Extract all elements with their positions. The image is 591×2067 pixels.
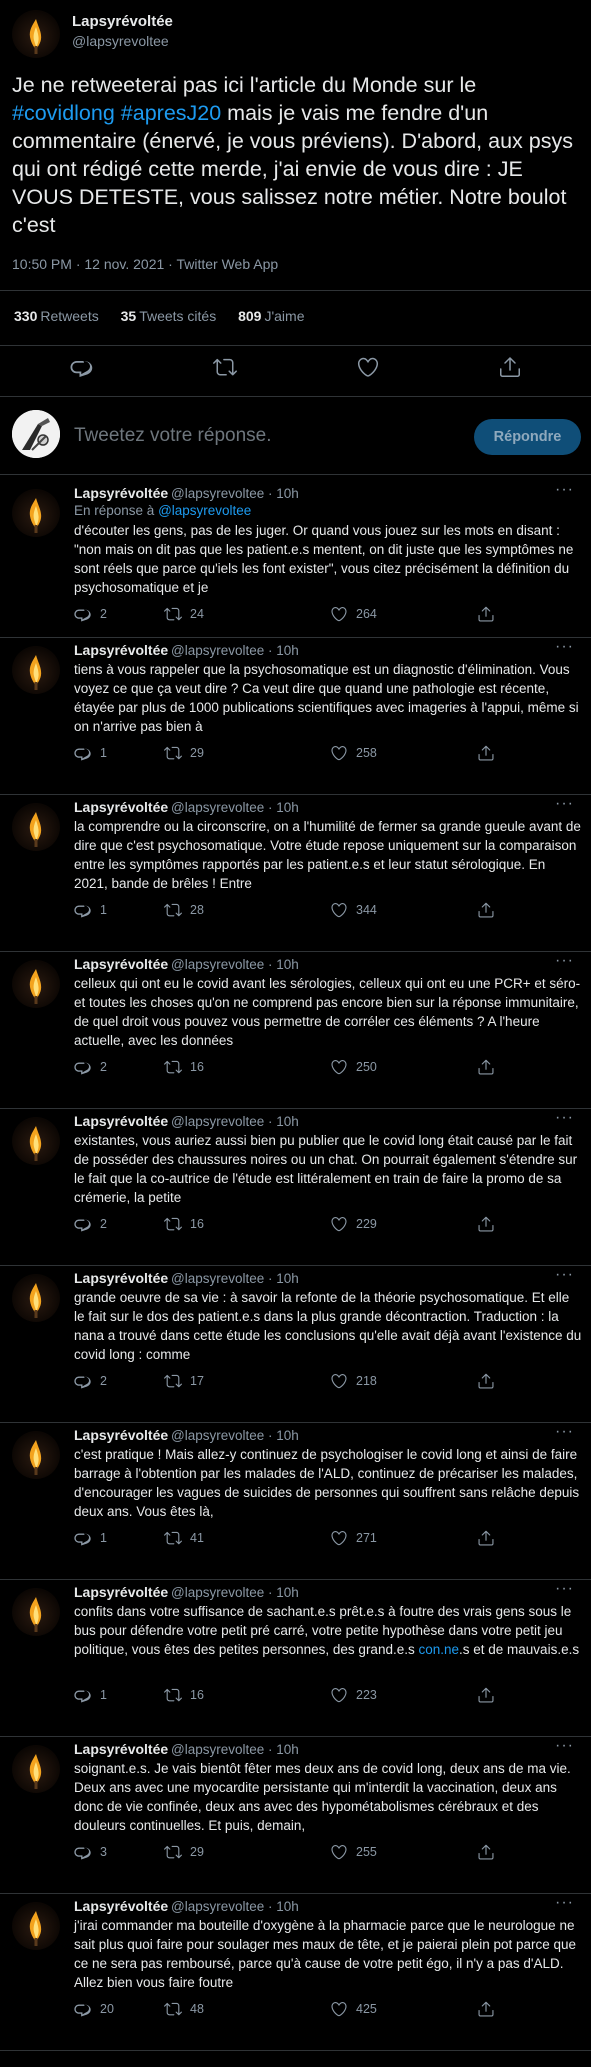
- share-icon: [477, 901, 495, 919]
- reply-action[interactable]: [74, 2000, 114, 2018]
- reply-avatar[interactable]: [12, 960, 60, 1008]
- share-action[interactable]: [477, 744, 503, 762]
- replies-count: 20: [100, 2002, 114, 2016]
- user-avatar[interactable]: [12, 410, 60, 458]
- reply-avatar[interactable]: [12, 1902, 60, 1950]
- reply-text: celleux qui ont eu le covid avant les sérologies, celleux qui ont eu une PCR+ et séro- et toutes les choses qu'on ne comprend pas encore bien sur la réponse immunitaire, de quel droit vous pouvez vous permettre de corréler ces éléments ? A l'heure actuelle, avec les données: [74, 976, 581, 1048]
- likes-count: 271: [356, 1531, 377, 1545]
- retweet-action[interactable]: [164, 2000, 204, 2018]
- reply-actions: [74, 2000, 574, 2020]
- reply-tweet[interactable]: [0, 1109, 591, 1266]
- share-icon: [477, 1529, 495, 1547]
- reply-author-name[interactable]: Lapsyrévoltée: [74, 956, 169, 972]
- reply-text: j'irai commander ma bouteille d'oxygène à la pharmacie parce que le neurologue ne sait plus quoi faire pour soulager mes maux de tête, et je paierai plein pot parce que ce ne sera pas remboursé, parce qu'à cause de votre petit égo, il n'y a pas d'ALD. Allez bien vous faire foutre: [74, 1918, 577, 1990]
- divider: [0, 345, 591, 346]
- reply-action[interactable]: [74, 1372, 107, 1390]
- like-action[interactable]: [330, 1843, 377, 1861]
- like-action[interactable]: [330, 744, 377, 762]
- likes-count: 223: [356, 1688, 377, 1702]
- reply-text: existantes, vous auriez aussi bien pu publier que le covid long était causé par le fait de posséder des chaussures noires ou un chat. On pourrait également s'étendre sur le fait que la co-autrice de l'étude est littéralement en train de faire la promo de sa crémerie, la petite: [74, 1133, 578, 1205]
- retweet-action[interactable]: [164, 1843, 204, 1861]
- likes-count: 218: [356, 1374, 377, 1388]
- reply-author-name[interactable]: Lapsyrévoltée: [74, 1584, 169, 1600]
- retweet-icon: [164, 605, 182, 623]
- replies-count: 2: [100, 1374, 107, 1388]
- retweet-action[interactable]: [164, 1215, 204, 1233]
- reply-actions: [74, 744, 574, 764]
- retweet-icon: [164, 1686, 182, 1704]
- reply-text: c'est pratique ! Mais allez-y continuez de psychologiser le covid long et ainsi de faire barrage à l'obtention par les malades de l'ALD, continuez de précariser les malades, d'encourager les vagues de suicides de personnes qui souffrent sans relâche depuis deux ans. Vous êtes là,: [74, 1447, 580, 1519]
- share-action[interactable]: [477, 1843, 503, 1861]
- like-icon: [330, 1843, 348, 1861]
- share-action[interactable]: [477, 1529, 503, 1547]
- reply-action[interactable]: [74, 744, 107, 762]
- reply-tweet[interactable]: [0, 1423, 591, 1580]
- reply-text: grande oeuvre de sa vie : à savoir la refonte de la théorie psychosomatique. Et elle le fait sur le dos des patient.e.s dans la plus grande décontraction. Traduction : la nana a trouvé dans cette étude les conclusions qu'elle avait déjà avant l'existence du covid long : comme: [74, 1290, 582, 1362]
- divider: [0, 290, 591, 291]
- reply-text-end: .s et de mauvais.e.s: [459, 1642, 580, 1657]
- share-action[interactable]: [477, 605, 503, 623]
- reply-author-handle[interactable]: @lapsyrevoltee · 10h: [171, 486, 299, 501]
- reply-tweet[interactable]: [0, 481, 591, 638]
- retweet-action[interactable]: [164, 744, 204, 762]
- reply-text: tiens à vous rappeler que la psychosomatique est un diagnostic d'élimination. Vous voyez ce que ça veut dire ? Ca veut dire que quand une pathologie est récente, étayée par plus de 1000 publications scientifiques avec imageries à l'appui, même si on n'arrive pas bien à: [74, 662, 579, 734]
- reply-actions: [74, 901, 574, 921]
- retweet-icon: [164, 1215, 182, 1233]
- retweets-count: 24: [190, 607, 204, 621]
- reply-author-handle[interactable]: @lapsyrevoltee · 10h: [171, 1428, 299, 1443]
- main-tweet: [0, 0, 591, 407]
- reply-author-handle[interactable]: @lapsyrevoltee · 10h: [171, 1271, 299, 1286]
- likes-count: 425: [356, 2002, 377, 2016]
- reply-avatar[interactable]: [12, 1431, 60, 1479]
- retweet-icon: [164, 744, 182, 762]
- more-options-icon[interactable]: ···: [555, 1109, 574, 1126]
- reply-actions: [74, 605, 574, 625]
- retweet-icon: [164, 1058, 182, 1076]
- likes-count: 344: [356, 903, 377, 917]
- retweets-count: 41: [190, 1531, 204, 1545]
- reply-author-name[interactable]: Lapsyrévoltée: [74, 799, 169, 815]
- retweets-count: 17: [190, 1374, 204, 1388]
- reply-text: d'écouter les gens, pas de les juger. Or quand vous jouez sur les mots en disant : "non mais on dit pas que les patient.e.s mentent, on dit juste que les symptômes ne sont réels que parce qu'iels les font exister", vous citez précisément la définition du psychosomatique et je: [74, 523, 574, 595]
- share-icon: [477, 605, 495, 623]
- like-icon: [330, 1686, 348, 1704]
- quotes-count: 35: [120, 308, 137, 324]
- reply-author-handle[interactable]: @lapsyrevoltee · 10h: [171, 957, 299, 972]
- retweet-icon[interactable]: [213, 355, 237, 379]
- flame-avatar-icon: [12, 960, 60, 1008]
- reply-tweet[interactable]: [0, 795, 591, 952]
- reply-author-name[interactable]: Lapsyrévoltée: [74, 1113, 169, 1129]
- tweet-text-end: mais je vais me fendre d'un commentaire (énervé, je vous préviens). D'abord, aux psys qui ont rédigé cette merde, j'ai envie de vous dire : JE VOUS DETESTE, vous salissez notre métier. Notre boulot c'est: [12, 101, 573, 237]
- tweet-text-start: Je ne retweeterai pas ici l'article du Monde sur le: [12, 73, 477, 97]
- reply-action[interactable]: [74, 1215, 107, 1233]
- reply-actions: [74, 1058, 574, 1078]
- retweets-count: 16: [190, 1688, 204, 1702]
- flame-avatar-icon: [12, 1431, 60, 1479]
- reply-avatar[interactable]: [12, 1745, 60, 1793]
- reply-avatar[interactable]: [12, 1117, 60, 1165]
- like-action[interactable]: [330, 605, 377, 623]
- flame-avatar-icon: [12, 1745, 60, 1793]
- share-action[interactable]: [477, 901, 503, 919]
- retweets-count: 16: [190, 1060, 204, 1074]
- replies-count: 2: [100, 1060, 107, 1074]
- reply-avatar[interactable]: [12, 489, 60, 537]
- reply-action[interactable]: [74, 1843, 107, 1861]
- tweet-stats: [14, 308, 323, 324]
- reply-author-name[interactable]: Lapsyrévoltée: [74, 1270, 169, 1286]
- like-action[interactable]: [330, 1529, 377, 1547]
- in-reply-to: [74, 503, 251, 518]
- retweets-count: 29: [190, 746, 204, 760]
- flame-avatar-icon: [12, 1902, 60, 1950]
- reply-action[interactable]: [74, 901, 107, 919]
- more-options-icon[interactable]: ···: [555, 638, 574, 655]
- reply-submit-button[interactable]: Répondre: [474, 419, 581, 455]
- in-reply-handle[interactable]: @lapsyrevoltee: [158, 503, 252, 518]
- retweet-action[interactable]: [164, 1529, 204, 1547]
- share-icon: [477, 1843, 495, 1861]
- share-icon: [477, 2000, 495, 2018]
- share-action[interactable]: [477, 1372, 503, 1390]
- likes-stat[interactable]: [238, 308, 304, 324]
- replies-count: 3: [100, 1845, 107, 1859]
- like-icon: [330, 744, 348, 762]
- retweets-count: 16: [190, 1217, 204, 1231]
- more-options-icon[interactable]: ···: [555, 795, 574, 812]
- retweet-action[interactable]: [164, 901, 204, 919]
- replies-count: 2: [100, 607, 107, 621]
- more-options-icon[interactable]: ···: [555, 952, 574, 969]
- reply-icon[interactable]: [70, 355, 94, 379]
- reply-tweet[interactable]: [0, 1580, 591, 1737]
- more-options-icon[interactable]: ···: [555, 481, 574, 498]
- replies-count: 2: [100, 1217, 107, 1231]
- retweet-action[interactable]: [164, 1686, 204, 1704]
- reply-author-handle[interactable]: @lapsyrevoltee · 10h: [171, 1585, 299, 1600]
- retweets-count: 29: [190, 1845, 204, 1859]
- reply-actions: [74, 1215, 574, 1235]
- share-action[interactable]: [477, 1215, 503, 1233]
- flame-avatar-icon: [12, 646, 60, 694]
- share-action[interactable]: [477, 1058, 503, 1076]
- share-icon: [477, 744, 495, 762]
- replies-count: 1: [100, 903, 107, 917]
- reply-action[interactable]: [74, 1529, 107, 1547]
- like-action[interactable]: [330, 1686, 377, 1704]
- in-reply-prefix: En réponse à: [74, 503, 159, 518]
- likes-count: 809: [238, 308, 262, 324]
- retweets-count: 330: [14, 308, 38, 324]
- reply-author-name[interactable]: Lapsyrévoltée: [74, 485, 169, 501]
- reply-actions: [74, 1529, 574, 1549]
- share-icon[interactable]: [498, 355, 522, 379]
- more-options-icon[interactable]: ···: [555, 1737, 574, 1754]
- retweet-action[interactable]: [164, 1372, 204, 1390]
- like-icon: [330, 1372, 348, 1390]
- quotes-label: Tweets cités: [139, 308, 217, 324]
- reply-icon: [74, 1529, 92, 1547]
- reply-author-name[interactable]: Lapsyrévoltée: [74, 1427, 169, 1443]
- more-options-icon[interactable]: ···: [555, 1580, 574, 1597]
- retweet-icon: [164, 1843, 182, 1861]
- retweet-icon: [164, 901, 182, 919]
- reply-action[interactable]: [74, 1686, 107, 1704]
- more-options-icon[interactable]: ···: [555, 1894, 574, 1911]
- retweet-action[interactable]: [164, 1058, 204, 1076]
- like-icon: [330, 1529, 348, 1547]
- more-options-icon[interactable]: ···: [555, 1266, 574, 1283]
- like-icon: [330, 901, 348, 919]
- reply-icon: [74, 901, 92, 919]
- reply-actions: [74, 1686, 574, 1706]
- reply-icon: [74, 1372, 92, 1390]
- like-action[interactable]: [330, 1058, 377, 1076]
- tweet-timestamp-source[interactable]: 10:50 PM · 12 nov. 2021 · Twitter Web App: [12, 256, 279, 272]
- reply-author-handle[interactable]: @lapsyrevoltee · 10h: [171, 1899, 299, 1914]
- reply-text: la comprendre ou la circonscrire, on a l'humilité de fermer sa grande gueule avant de dire que c'est psychosomatique. Votre étude repose uniquement sur la comparaison entre les symptômes rapportés par les patient.e.s et leur statut sérologique. En 2021, bande de brêles ! Entre: [74, 819, 581, 891]
- replies-count: 1: [100, 1531, 107, 1545]
- like-action[interactable]: [330, 1215, 377, 1233]
- reply-tweet[interactable]: [0, 1737, 591, 1894]
- reply-icon: [74, 744, 92, 762]
- share-action[interactable]: [477, 1686, 503, 1704]
- reply-tweet[interactable]: [0, 1266, 591, 1423]
- retweets-count: 28: [190, 903, 204, 917]
- retweet-action[interactable]: [164, 605, 204, 623]
- reply-text: [74, 1602, 582, 1659]
- reply-icon: [74, 1843, 92, 1861]
- author-avatar[interactable]: [12, 10, 60, 58]
- likes-label: J'aime: [264, 308, 305, 324]
- replies-count: 1: [100, 746, 107, 760]
- reply-icon: [74, 2000, 92, 2018]
- quotes-stat[interactable]: [121, 308, 217, 324]
- reply-icon: [74, 1686, 92, 1704]
- likes-count: 258: [356, 746, 377, 760]
- reply-actions: [74, 1843, 574, 1863]
- reply-author-name[interactable]: Lapsyrévoltée: [74, 642, 169, 658]
- flame-avatar-icon: [12, 803, 60, 851]
- reply-author-handle[interactable]: @lapsyrevoltee · 10h: [171, 1114, 299, 1129]
- flame-avatar-icon: [12, 1117, 60, 1165]
- reply-avatar[interactable]: [12, 1588, 60, 1636]
- reply-action[interactable]: [74, 605, 107, 623]
- likes-count: 255: [356, 1845, 377, 1859]
- like-icon: [330, 605, 348, 623]
- retweets-label: Retweets: [40, 308, 99, 324]
- like-icon: [330, 1215, 348, 1233]
- reply-avatar[interactable]: [12, 646, 60, 694]
- like-icon: [330, 2000, 348, 2018]
- reply-author-name[interactable]: Lapsyrévoltée: [74, 1898, 169, 1914]
- flame-avatar-icon: [12, 1588, 60, 1636]
- like-action[interactable]: [330, 1372, 377, 1390]
- like-icon: [330, 1058, 348, 1076]
- reply-icon: [74, 1215, 92, 1233]
- flame-avatar-icon: [12, 1274, 60, 1322]
- likes-count: 264: [356, 607, 377, 621]
- reply-author-handle[interactable]: @lapsyrevoltee · 10h: [171, 800, 299, 815]
- main-tweet-actions: [0, 347, 591, 387]
- flame-avatar-icon: [12, 489, 60, 537]
- author-handle[interactable]: @lapsyrevoltee: [72, 33, 169, 49]
- reply-author-name[interactable]: Lapsyrévoltée: [74, 1741, 169, 1757]
- reply-author-handle[interactable]: @lapsyrevoltee · 10h: [171, 1742, 299, 1757]
- reply-action[interactable]: [74, 1058, 107, 1076]
- share-icon: [477, 1058, 495, 1076]
- reply-avatar[interactable]: [12, 803, 60, 851]
- reply-icon: [74, 1058, 92, 1076]
- user-avatar-icon: [12, 410, 60, 458]
- reply-text: soignant.e.s. Je vais bientôt fêter mes deux ans de covid long, deux ans de ma vie. Deux ans avec une myocardite persistante qui m'interdit la vaccination, deux ans donc de vie confinée, deux ans avec des hypométabolismes cérébraux et des douleurs continuelles. Et puis, demain,: [74, 1761, 571, 1833]
- reply-tweet[interactable]: [0, 638, 591, 795]
- reply-tweet[interactable]: [0, 952, 591, 1109]
- retweet-icon: [164, 2000, 182, 2018]
- more-options-icon[interactable]: ···: [555, 1423, 574, 1440]
- retweet-icon: [164, 1529, 182, 1547]
- flame-avatar-icon: [12, 10, 60, 58]
- retweet-icon: [164, 1372, 182, 1390]
- divider: [0, 474, 591, 475]
- share-icon: [477, 1372, 495, 1390]
- hashtag-apresj20[interactable]: #apresJ20: [120, 101, 222, 125]
- retweets-stat[interactable]: [14, 308, 99, 324]
- hashtag-covidlong[interactable]: #covidlong: [12, 101, 115, 125]
- share-icon: [477, 1215, 495, 1233]
- divider: [0, 396, 591, 397]
- reply-actions: [74, 1372, 574, 1392]
- reply-avatar[interactable]: [12, 1274, 60, 1322]
- reply-text-start: confits dans votre suffisance de sachant.e.s prêt.e.s à foutre des vrais gens sous le bus pour défendre votre petit pré carré, votre petite hypothèse dans votre petit jeu politique, vous êtes des petites personnes, des grand.e.s: [74, 1604, 572, 1657]
- reply-author-handle[interactable]: @lapsyrevoltee · 10h: [171, 643, 299, 658]
- author-name[interactable]: Lapsyrévoltée: [72, 13, 173, 30]
- tweet-text: [12, 71, 584, 239]
- like-icon[interactable]: [356, 355, 380, 379]
- reply-icon: [74, 605, 92, 623]
- replies-count: 1: [100, 1688, 107, 1702]
- share-action[interactable]: [477, 2000, 503, 2018]
- reply-input[interactable]: Tweetez votre réponse.: [74, 425, 272, 446]
- retweets-count: 48: [190, 2002, 204, 2016]
- like-action[interactable]: [330, 2000, 377, 2018]
- reply-text-link[interactable]: con.ne: [418, 1642, 460, 1657]
- like-action[interactable]: [330, 901, 377, 919]
- likes-count: 250: [356, 1060, 377, 1074]
- share-icon: [477, 1686, 495, 1704]
- reply-tweet[interactable]: [0, 1894, 591, 2051]
- likes-count: 229: [356, 1217, 377, 1231]
